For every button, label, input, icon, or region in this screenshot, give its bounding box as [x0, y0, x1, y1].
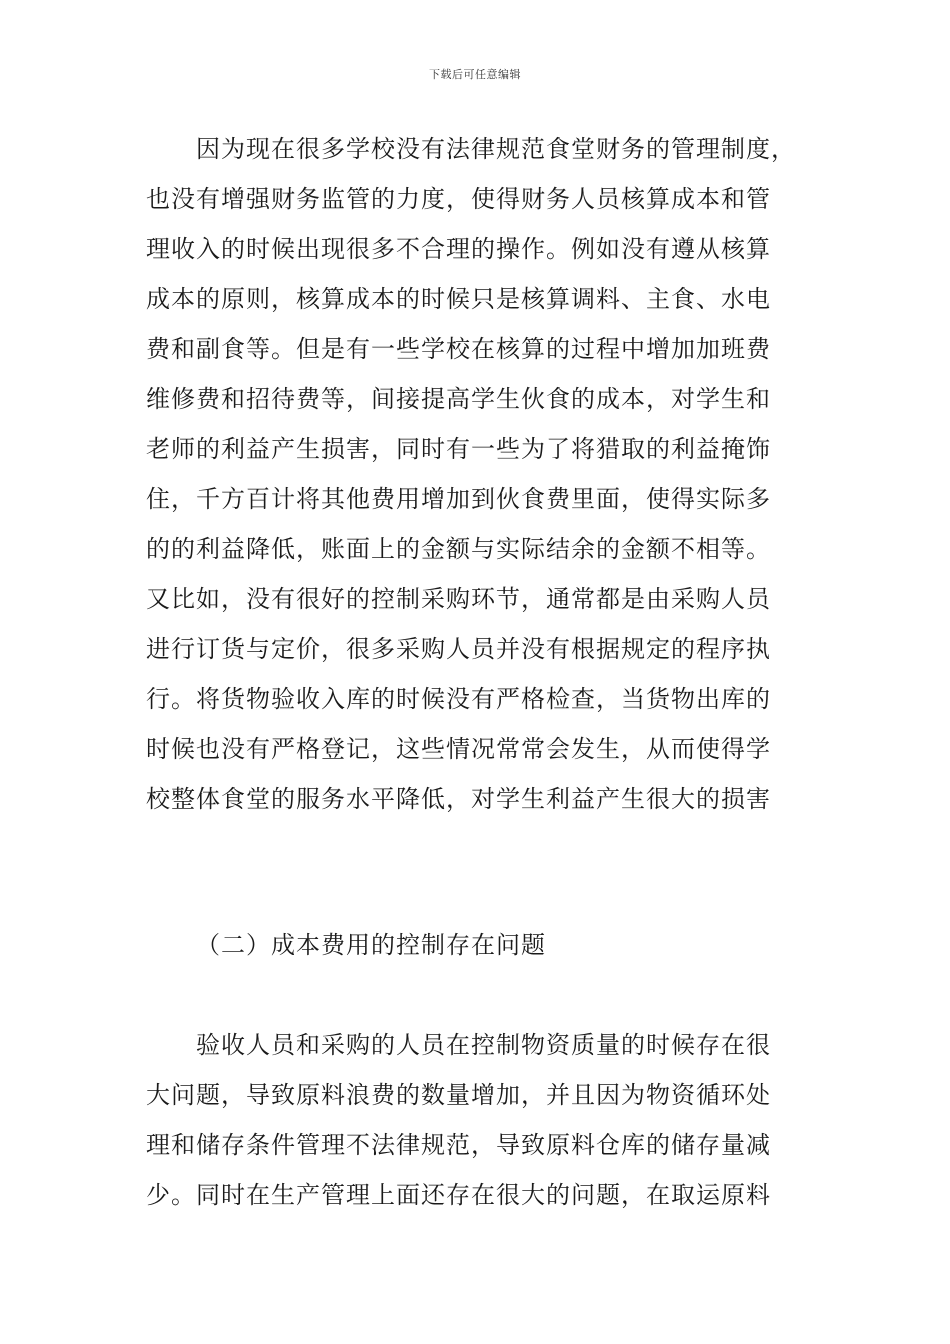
text-line: 验收人员和采购的人员在控制物资质量的时候存在很: [146, 1031, 771, 1059]
text-line: 进行订货与定价，很多采购人员并没有根据规定的程序执: [146, 635, 771, 663]
text-line: 成本的原则，核算成本的时候只是核算调料、主食、水电: [146, 285, 771, 313]
text-line: 费和副食等。但是有一些学校在核算的过程中增加加班费: [146, 335, 771, 363]
paragraph-cost-control: [146, 1020, 826, 1220]
text-line: 的的利益降低，账面上的金额与实际结余的金额不相等。: [146, 535, 771, 563]
text-line: 理收入的时候出现很多不合理的操作。例如没有遵从核算: [146, 235, 771, 263]
text-line: 维修费和招待费等，间接提高学生伙食的成本，对学生和: [146, 385, 771, 413]
paragraph-cost-accounting: [146, 124, 826, 824]
text-line: 理和储存条件管理不法律规范，导致原料仓库的储存量减: [146, 1131, 771, 1159]
text-line: 也没有增强财务监管的力度，使得财务人员核算成本和管: [146, 185, 771, 213]
page-header: 下载后可任意编辑: [429, 68, 521, 81]
text-line: 校整体食堂的服务水平降低，对学生利益产生很大的损害: [146, 785, 771, 813]
text-line: 住，千方百计将其他费用增加到伙食费里面，使得实际多: [146, 485, 771, 513]
text-line: 行。将货物验收入库的时候没有严格检查，当货物出库的: [146, 685, 771, 713]
text-line: 因为现在很多学校没有法律规范食堂财务的管理制度，: [146, 135, 796, 163]
section-heading: （二）成本费用的控制存在问题: [196, 931, 546, 959]
text-line: 大问题，导致原料浪费的数量增加，并且因为物资循环处: [146, 1081, 771, 1109]
text-line: 又比如，没有很好的控制采购环节，通常都是由采购人员: [146, 585, 771, 613]
text-line: 少。同时在生产管理上面还存在很大的问题，在取运原料: [146, 1181, 771, 1209]
text-line: 老师的利益产生损害，同时有一些为了将猎取的利益掩饰: [146, 435, 771, 463]
text-line: 时候也没有严格登记，这些情况常常会发生，从而使得学: [146, 735, 771, 763]
